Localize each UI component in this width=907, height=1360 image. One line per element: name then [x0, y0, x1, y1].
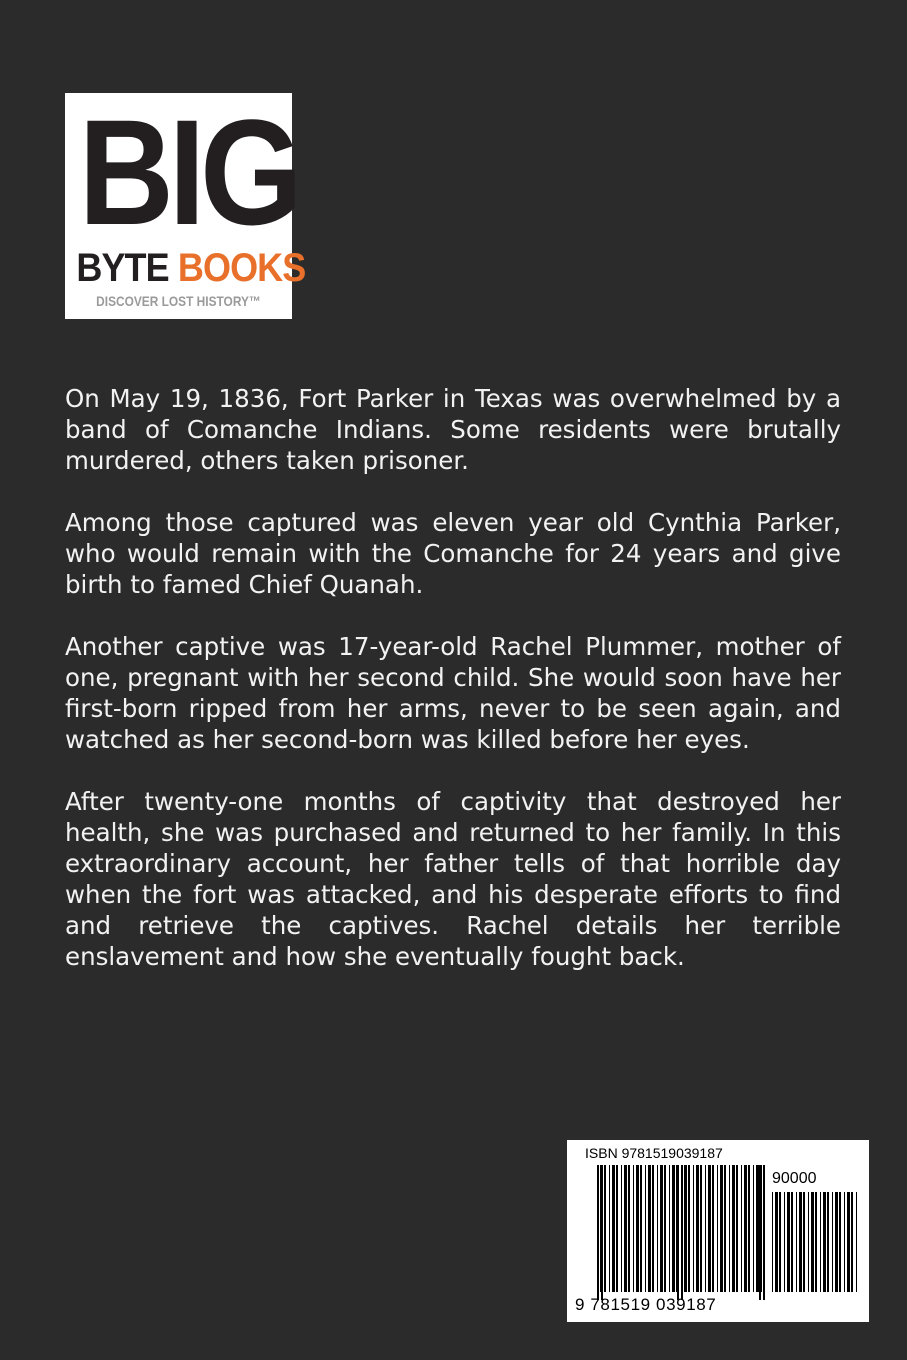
barcode-bar [839, 1192, 841, 1292]
barcode-bar [624, 1165, 627, 1292]
blurb-paragraph: Another captive was 17-year-old Rachel Plummer, mother of one, pregnant with her second child. She would soon have her first-born ripped from her arms, never to be seen again, and watched as her second-born was killed before her eyes. [65, 632, 841, 754]
blurb-paragraph: On May 19, 1836, Fort Parker in Texas was overwhelmed by a band of Comanche Indians. Some residents were brutally murdered, others taken prisoner. [65, 384, 841, 475]
barcode-bar [741, 1165, 742, 1292]
barcode-bar [700, 1165, 702, 1292]
barcode-bar [808, 1192, 809, 1292]
publisher-logo [65, 88, 306, 319]
barcode-bar [775, 1192, 778, 1292]
barcode-guard-bar [601, 1165, 603, 1300]
barcode-bar [645, 1165, 646, 1292]
barcode-bar [648, 1165, 651, 1292]
barcode-bar [784, 1192, 785, 1292]
barcode-bar [652, 1165, 654, 1292]
barcode-guard-bar [597, 1165, 599, 1300]
barcode-bar [732, 1165, 735, 1292]
barcode-bar [756, 1165, 759, 1292]
barcode-bar [856, 1192, 857, 1292]
barcode-bar [724, 1165, 726, 1292]
barcode-guard-bar [677, 1165, 679, 1300]
barcode-bar [628, 1165, 630, 1292]
barcode-bar [823, 1192, 826, 1292]
barcode-bar [820, 1192, 821, 1292]
barcode-bar [717, 1165, 718, 1292]
barcode-bar [736, 1165, 738, 1292]
barcode-bar [621, 1165, 622, 1292]
barcode-bar [612, 1165, 615, 1292]
barcode-bar [609, 1165, 610, 1292]
barcode-digits: 9 781519 039187 [575, 1295, 717, 1314]
barcode-bar [832, 1192, 833, 1292]
barcode-bar [664, 1165, 666, 1292]
barcode-bar [847, 1192, 850, 1292]
barcode-bar [712, 1165, 714, 1292]
price-code: 90000 [772, 1170, 817, 1187]
logo-tagline: DISCOVER LOST HISTORY™ [96, 293, 261, 309]
barcode-bar [604, 1165, 606, 1292]
barcode-bar [636, 1165, 639, 1292]
logo-books-text: BOOKS [177, 246, 306, 290]
isbn-label: ISBN 9781519039187 [585, 1145, 723, 1161]
barcode-guard-bar [759, 1165, 761, 1300]
barcode-bar [844, 1192, 845, 1292]
logo-byte-books [76, 246, 306, 290]
barcode-bar [799, 1192, 802, 1292]
barcode-bar [791, 1192, 793, 1292]
barcode-guard-bar [681, 1165, 683, 1300]
barcode-bar [696, 1165, 699, 1292]
barcode-bar [693, 1165, 694, 1292]
barcode-bar [640, 1165, 642, 1292]
blurb [65, 383, 841, 1003]
barcode-bar [708, 1165, 711, 1292]
barcode-bar [772, 1192, 773, 1292]
barcode-bar [787, 1192, 790, 1292]
barcode-bar [779, 1192, 781, 1292]
blurb-paragraph: After twenty-one months of captivity that destroyed her health, she was purchased and returned to her family. In this extraordinary account, her father tells of that horrible day when the fort was attacked, and his desperate efforts to find and retrieve the captives. Rachel details her terrible enslavement and how she eventually fought back. [65, 787, 841, 971]
barcode-bar [672, 1165, 675, 1292]
logo-big-text: BIG [78, 88, 298, 256]
barcode-bar [720, 1165, 723, 1292]
barcode-bar [669, 1165, 670, 1292]
barcode-bar [744, 1165, 747, 1292]
barcode-bar [835, 1192, 838, 1292]
barcode-bar [815, 1192, 817, 1292]
barcode-guard-bar [763, 1165, 765, 1300]
blurb-paragraph: Among those captured was eleven year old Cynthia Parker, who would remain with the Comanche for 24 years and give birth to famed Chief Quanah. [65, 508, 841, 599]
barcode-bar [616, 1165, 618, 1292]
barcode-bar [753, 1165, 754, 1292]
logo-byte-text: BYTE [76, 246, 169, 290]
barcode-bar [748, 1165, 750, 1292]
barcode-bar [796, 1192, 797, 1292]
barcode-bar [811, 1192, 814, 1292]
barcode-bar [657, 1165, 658, 1292]
barcode-bar [684, 1165, 687, 1292]
barcode-bar [803, 1192, 805, 1292]
barcode-bar [660, 1165, 663, 1292]
barcode-bar [729, 1165, 730, 1292]
barcode-bar [633, 1165, 634, 1292]
barcode-bar [705, 1165, 706, 1292]
barcode-bar [827, 1192, 829, 1292]
barcode-box [567, 1140, 869, 1322]
barcode-bar [688, 1165, 690, 1292]
barcode-bar [851, 1192, 853, 1292]
